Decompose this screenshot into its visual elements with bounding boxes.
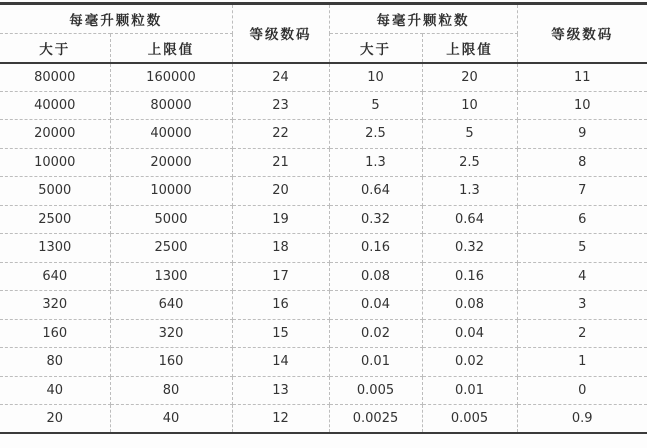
table-cell: 3 — [517, 291, 647, 320]
table-cell: 10 — [422, 91, 517, 120]
table-cell: 0.64 — [329, 177, 422, 206]
table-cell: 10 — [517, 91, 647, 120]
table-row — [0, 205, 647, 234]
table-cell: 2 — [517, 319, 647, 348]
table-cell: 5000 — [110, 205, 232, 234]
table-cell: 8 — [517, 148, 647, 177]
table-cell: 0.005 — [329, 376, 422, 405]
table-cell: 17 — [232, 262, 329, 291]
header-grade-code-left: 等级数码 — [232, 4, 329, 63]
table-cell: 1.3 — [422, 177, 517, 206]
table-cell: 19 — [232, 205, 329, 234]
table-cell: 0.01 — [422, 376, 517, 405]
table-cell: 80000 — [110, 91, 232, 120]
table-cell: 13 — [232, 376, 329, 405]
table-row — [0, 405, 647, 434]
table-cell: 0.04 — [329, 291, 422, 320]
table-cell: 4 — [517, 262, 647, 291]
table-cell: 12 — [232, 405, 329, 434]
table-cell: 20000 — [0, 120, 110, 149]
header-greater-than-left: 大于 — [0, 34, 110, 63]
table-cell: 20 — [422, 63, 517, 92]
table-cell: 15 — [232, 319, 329, 348]
table-cell: 80 — [0, 348, 110, 377]
header-particles-per-ml-left: 每毫升颗粒数 — [0, 4, 232, 34]
table-row — [0, 262, 647, 291]
table-cell: 320 — [0, 291, 110, 320]
table-cell: 0.005 — [422, 405, 517, 434]
header-upper-limit-left: 上限值 — [110, 34, 232, 63]
table-cell: 22 — [232, 120, 329, 149]
table-cell: 40000 — [0, 91, 110, 120]
table-cell: 2.5 — [422, 148, 517, 177]
table-cell: 160 — [110, 348, 232, 377]
table-row — [0, 319, 647, 348]
table-cell: 0.02 — [422, 348, 517, 377]
table-cell: 9 — [517, 120, 647, 149]
table-cell: 18 — [232, 234, 329, 263]
table-cell: 0.0025 — [329, 405, 422, 434]
table-cell: 14 — [232, 348, 329, 377]
header-grade-code-right: 等级数码 — [517, 4, 647, 63]
table-cell: 23 — [232, 91, 329, 120]
table-cell: 0.16 — [422, 262, 517, 291]
table-cell: 40 — [0, 376, 110, 405]
table-cell: 2500 — [110, 234, 232, 263]
table-cell: 16 — [232, 291, 329, 320]
table-cell: 10000 — [0, 148, 110, 177]
table-cell: 320 — [110, 319, 232, 348]
table-cell: 40 — [110, 405, 232, 434]
table-cell: 0.08 — [422, 291, 517, 320]
header-particles-per-ml-right: 每毫升颗粒数 — [329, 4, 517, 34]
table-row — [0, 291, 647, 320]
table-cell: 20 — [232, 177, 329, 206]
table-header — [0, 4, 647, 63]
table-cell: 640 — [0, 262, 110, 291]
table-cell: 20 — [0, 405, 110, 434]
table-row — [0, 234, 647, 263]
table-cell: 160 — [0, 319, 110, 348]
table-cell: 7 — [517, 177, 647, 206]
table-cell: 5 — [329, 91, 422, 120]
header-group-row — [0, 4, 647, 34]
table-cell: 0.08 — [329, 262, 422, 291]
table-cell: 24 — [232, 63, 329, 92]
table-cell: 80000 — [0, 63, 110, 92]
table-cell: 0.64 — [422, 205, 517, 234]
particle-count-grade-table — [0, 2, 647, 434]
header-upper-limit-right: 上限值 — [422, 34, 517, 63]
table-cell: 0.16 — [329, 234, 422, 263]
table-cell: 1300 — [0, 234, 110, 263]
header-greater-than-right: 大于 — [329, 34, 422, 63]
table-cell: 0.04 — [422, 319, 517, 348]
table-cell: 40000 — [110, 120, 232, 149]
table-cell: 0.9 — [517, 405, 647, 434]
table-row — [0, 376, 647, 405]
table-cell: 2.5 — [329, 120, 422, 149]
table-row — [0, 120, 647, 149]
table-row — [0, 348, 647, 377]
table-cell: 10000 — [110, 177, 232, 206]
table-cell: 0.32 — [422, 234, 517, 263]
table-cell: 5 — [517, 234, 647, 263]
table-cell: 1.3 — [329, 148, 422, 177]
table-cell: 80 — [110, 376, 232, 405]
table-cell: 0.02 — [329, 319, 422, 348]
table-cell: 1300 — [110, 262, 232, 291]
table-cell: 6 — [517, 205, 647, 234]
table-cell: 5 — [422, 120, 517, 149]
table-cell: 640 — [110, 291, 232, 320]
table-cell: 20000 — [110, 148, 232, 177]
table-cell: 21 — [232, 148, 329, 177]
table-cell: 5000 — [0, 177, 110, 206]
table-cell: 10 — [329, 63, 422, 92]
table-row — [0, 63, 647, 92]
table-cell: 11 — [517, 63, 647, 92]
table-cell: 0.01 — [329, 348, 422, 377]
table-row — [0, 148, 647, 177]
table-cell: 1 — [517, 348, 647, 377]
table-row — [0, 91, 647, 120]
table-cell: 0.32 — [329, 205, 422, 234]
table-cell: 160000 — [110, 63, 232, 92]
table-row — [0, 177, 647, 206]
table-cell: 2500 — [0, 205, 110, 234]
table-body — [0, 63, 647, 434]
table-cell: 0 — [517, 376, 647, 405]
